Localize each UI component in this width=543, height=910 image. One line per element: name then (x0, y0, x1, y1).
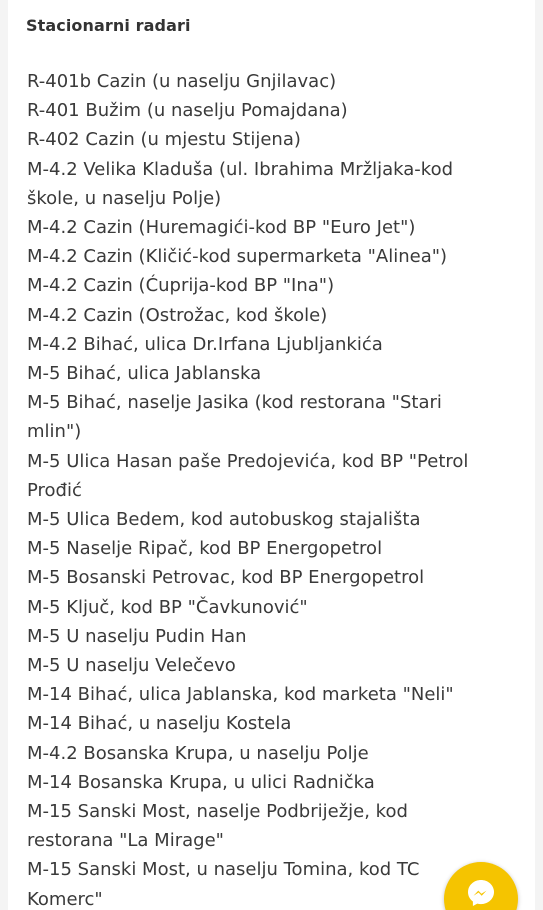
radar-list-line: M-4.2 Velika Kladuša (ul. Ibrahima Mržljaka-kod (27, 158, 454, 180)
radar-list-line: M-4.2 Cazin (Huremagići-kod BP "Euro Jet") (27, 217, 416, 239)
radar-list-line: Prođić (27, 479, 82, 501)
radar-list-line: M-14 Bihać, ulica Jablanska, kod marketa "Neli" (27, 684, 454, 706)
radar-list-line: restorana "La Mirage" (27, 830, 224, 852)
radar-list-line: mlin") (27, 421, 82, 443)
radar-list-line: M-15 Sanski Most, u naselju Tomina, kod TC (27, 859, 420, 881)
radar-list-line: M-14 Bosanska Krupa, u ulici Radnička (27, 771, 375, 793)
radar-list (27, 67, 527, 910)
radar-list-line: M-5 Naselje Ripač, kod BP Energopetrol (27, 538, 383, 560)
radar-list-line: R-401 Bužim (u naselju Pomajdana) (27, 100, 348, 122)
radar-list-line: R-402 Cazin (u mjestu Stijena) (27, 129, 301, 151)
radar-list-line: M-14 Bihać, u naselju Kostela (27, 713, 292, 735)
messenger-icon (465, 877, 497, 909)
radar-list-line: škole, u naselju Polje) (27, 187, 222, 209)
radar-list-line: M-5 Ulica Hasan paše Predojevića, kod BP "Petrol (27, 450, 469, 472)
radar-list-line: M-4.2 Bihać, ulica Dr.Irfana Ljubljankića (27, 333, 383, 355)
section-heading: Stacionarni radari (26, 16, 191, 35)
radar-list-line: R-401b Cazin (u naselju Gnjilavac) (27, 71, 337, 92)
radar-list-line: M-4.2 Cazin (Ćuprija-kod BP "Ina") (27, 275, 335, 297)
radar-list-line: M-5 Ulica Bedem, kod autobuskog stajališta (27, 509, 421, 531)
radar-list-line: M-5 Bihać, naselje Jasika (kod restorana "Stari (27, 392, 442, 414)
radar-list-line: M-5 U naselju Velečevo (27, 655, 236, 677)
radar-list-line: M-5 Bosanski Petrovac, kod BP Energopetrol (27, 567, 425, 589)
radar-list-line: M-4.2 Bosanska Krupa, u naselju Polje (27, 742, 369, 764)
content-card (8, 0, 535, 910)
radar-list-line: M-15 Sanski Most, naselje Podbriježje, kod (27, 801, 408, 823)
radar-list-line: M-5 Ključ, kod BP "Čavkunović" (27, 596, 308, 618)
radar-list-line: M-4.2 Cazin (Ostrožac, kod škole) (27, 304, 328, 326)
radar-list-line: M-4.2 Cazin (Kličić-kod supermarketa "Alinea") (27, 246, 448, 268)
radar-list-line: M-5 Bihać, ulica Jablanska (27, 363, 262, 385)
radar-list-line: Komerc" (27, 888, 103, 910)
radar-list-line: M-5 U naselju Pudin Han (27, 625, 247, 647)
